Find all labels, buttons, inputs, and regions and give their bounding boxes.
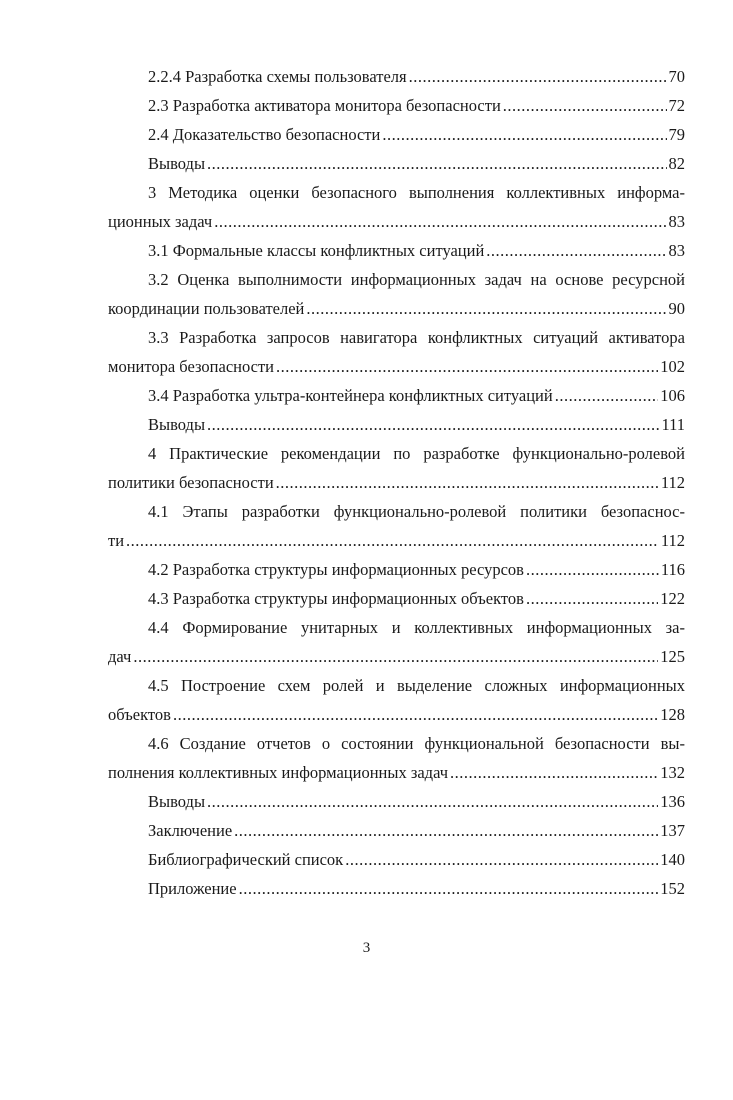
toc-entry-line: [108, 845, 685, 874]
toc-entry: [108, 787, 685, 816]
toc-entry: [108, 62, 685, 91]
toc-entry: [108, 120, 685, 149]
toc-page-number: 112: [660, 473, 685, 492]
toc-entry-line: [108, 207, 685, 236]
toc-entry-line: [108, 584, 685, 613]
toc-dot-leader: [126, 526, 659, 555]
toc-page-number: 152: [660, 879, 685, 898]
toc-entry-line: [108, 758, 685, 787]
toc-entry: [108, 671, 685, 729]
toc-entry: [108, 729, 685, 787]
toc-dot-leader: [239, 874, 659, 903]
toc-entry: [108, 439, 685, 497]
toc-dot-leader: [133, 642, 658, 671]
toc-entry: [108, 236, 685, 265]
toc-entry-line: [108, 642, 685, 671]
toc-dot-leader: [276, 468, 659, 497]
toc-dot-leader: [503, 91, 667, 120]
toc-entry-title: 4.6 Создание отчетов о состоянии функциональной безопасности вы-: [148, 734, 685, 753]
toc-dot-leader: [526, 584, 658, 613]
toc-page-number: 116: [660, 560, 685, 579]
toc-entry-line: [108, 555, 685, 584]
toc-entry-line: [108, 787, 685, 816]
toc-entry: [108, 323, 685, 381]
toc-dot-leader: [555, 381, 659, 410]
toc-page-number: 90: [668, 299, 685, 318]
toc-entry-title: 4.2 Разработка структуры информационных ресурсов: [148, 560, 524, 579]
toc-entry-line: [108, 149, 685, 178]
toc-entry: [108, 613, 685, 671]
toc-entry-line: [108, 91, 685, 120]
page-number: 3: [362, 940, 371, 956]
toc-entry-title: Заключение: [148, 821, 233, 840]
toc-entry-line: [108, 497, 685, 526]
toc-entry-title: 4.5 Построение схем ролей и выделение сложных информационных: [148, 676, 685, 695]
toc-entry-title: 3.3 Разработка запросов навигатора конфликтных ситуаций активатора: [148, 328, 685, 347]
toc-entry-line: [108, 410, 685, 439]
toc-dot-leader: [276, 352, 658, 381]
toc-entry: [108, 178, 685, 236]
toc-entry-line: [108, 439, 685, 468]
toc-entry-line: [108, 265, 685, 294]
toc-page-number: 102: [660, 357, 685, 376]
toc-entry: [108, 381, 685, 410]
toc-dot-leader: [526, 555, 659, 584]
toc-entry-line: [108, 671, 685, 700]
toc-entry: [108, 845, 685, 874]
toc-page-number: 122: [660, 589, 685, 608]
toc-entry-line: [108, 323, 685, 352]
toc-page-number: 70: [668, 67, 685, 86]
toc-entry-title: 2.4 Доказательство безопасности: [148, 125, 381, 144]
toc-entry-line: [108, 700, 685, 729]
toc-entry-title: 4.4 Формирование унитарных и коллективных информационных за-: [148, 618, 685, 637]
toc-page-number: 132: [660, 763, 685, 782]
toc-entry-title: объектов: [108, 705, 171, 724]
toc-entry-line: [108, 816, 685, 845]
toc-entry-title: 3 Методика оценки безопасного выполнения коллективных информа-: [148, 183, 685, 202]
toc-entry-line: [108, 526, 685, 555]
toc-page-number: 106: [660, 386, 685, 405]
toc-dot-leader: [207, 149, 666, 178]
toc-page-number: 125: [660, 647, 685, 666]
toc-entry-title: 4.1 Этапы разработки функционально-ролевой политики безопаснос-: [148, 502, 685, 521]
toc-entry-title: 4 Практические рекомендации по разработке функционально-ролевой: [148, 444, 685, 463]
toc-entry-title: Библиографический список: [148, 850, 344, 869]
toc-entry-line: [108, 236, 685, 265]
toc-page-number: 128: [660, 705, 685, 724]
toc-page-number: 140: [660, 850, 685, 869]
toc-entry-line: [108, 294, 685, 323]
toc-dot-leader: [382, 120, 666, 149]
toc-entry-title: 3.1 Формальные классы конфликтных ситуаций: [148, 241, 485, 260]
toc-entry-line: [108, 381, 685, 410]
toc-entry-title: Выводы: [148, 415, 206, 434]
toc-entry-line: [108, 613, 685, 642]
toc-entry-title: 3.2 Оценка выполнимости информационных задач на основе ресурсной: [148, 270, 685, 289]
toc-entry-title: Выводы: [148, 154, 206, 173]
toc-dot-leader: [409, 62, 667, 91]
toc-entry: [108, 816, 685, 845]
toc-entry-line: [108, 352, 685, 381]
toc-entry-title: Приложение: [148, 879, 237, 898]
toc-page-number: 72: [668, 96, 685, 115]
toc-dot-leader: [207, 410, 659, 439]
toc-dot-leader: [345, 845, 658, 874]
toc-page-number: 82: [668, 154, 685, 173]
toc-dot-leader: [486, 236, 666, 265]
toc-entry-title: 2.2.4 Разработка схемы пользователя: [148, 67, 407, 86]
toc-page-number: 83: [668, 212, 685, 231]
toc-entry: [108, 874, 685, 903]
table-of-contents: [108, 62, 685, 903]
toc-entry-line: [108, 120, 685, 149]
toc-entry-line: [108, 729, 685, 758]
toc-entry-title: Выводы: [148, 792, 206, 811]
toc-entry-title: ти: [108, 531, 125, 550]
toc-entry: [108, 555, 685, 584]
toc-entry-line: [108, 178, 685, 207]
toc-entry: [108, 584, 685, 613]
toc-entry-title: полнения коллективных информационных задач: [108, 763, 449, 782]
toc-page-number: 111: [661, 415, 685, 434]
toc-entry-title: дач: [108, 647, 132, 666]
toc-entry-title: 4.3 Разработка структуры информационных объектов: [148, 589, 524, 608]
toc-entry: [108, 149, 685, 178]
toc-entry: [108, 410, 685, 439]
toc-entry-title: 2.3 Разработка активатора монитора безопасности: [148, 96, 501, 115]
toc-entry: [108, 91, 685, 120]
toc-entry-title: политики безопасности: [108, 473, 274, 492]
toc-dot-leader: [173, 700, 658, 729]
toc-entry-title: ционных задач: [108, 212, 213, 231]
toc-entry-line: [108, 874, 685, 903]
toc-page-number: 83: [668, 241, 685, 260]
toc-entry-title: координации пользователей: [108, 299, 305, 318]
toc-page-number: 112: [660, 531, 685, 550]
toc-page-number: 79: [668, 125, 685, 144]
toc-entry-line: [108, 62, 685, 91]
toc-page-number: 136: [660, 792, 685, 811]
toc-entry-title: 3.4 Разработка ультра-контейнера конфликтных ситуаций: [148, 386, 553, 405]
toc-dot-leader: [214, 207, 666, 236]
toc-dot-leader: [234, 816, 658, 845]
toc-dot-leader: [207, 787, 658, 816]
toc-dot-leader: [306, 294, 666, 323]
toc-entry-line: [108, 468, 685, 497]
toc-entry: [108, 497, 685, 555]
toc-entry: [108, 265, 685, 323]
toc-entry-title: монитора безопасности: [108, 357, 274, 376]
toc-page-number: 137: [660, 821, 685, 840]
toc-dot-leader: [450, 758, 658, 787]
